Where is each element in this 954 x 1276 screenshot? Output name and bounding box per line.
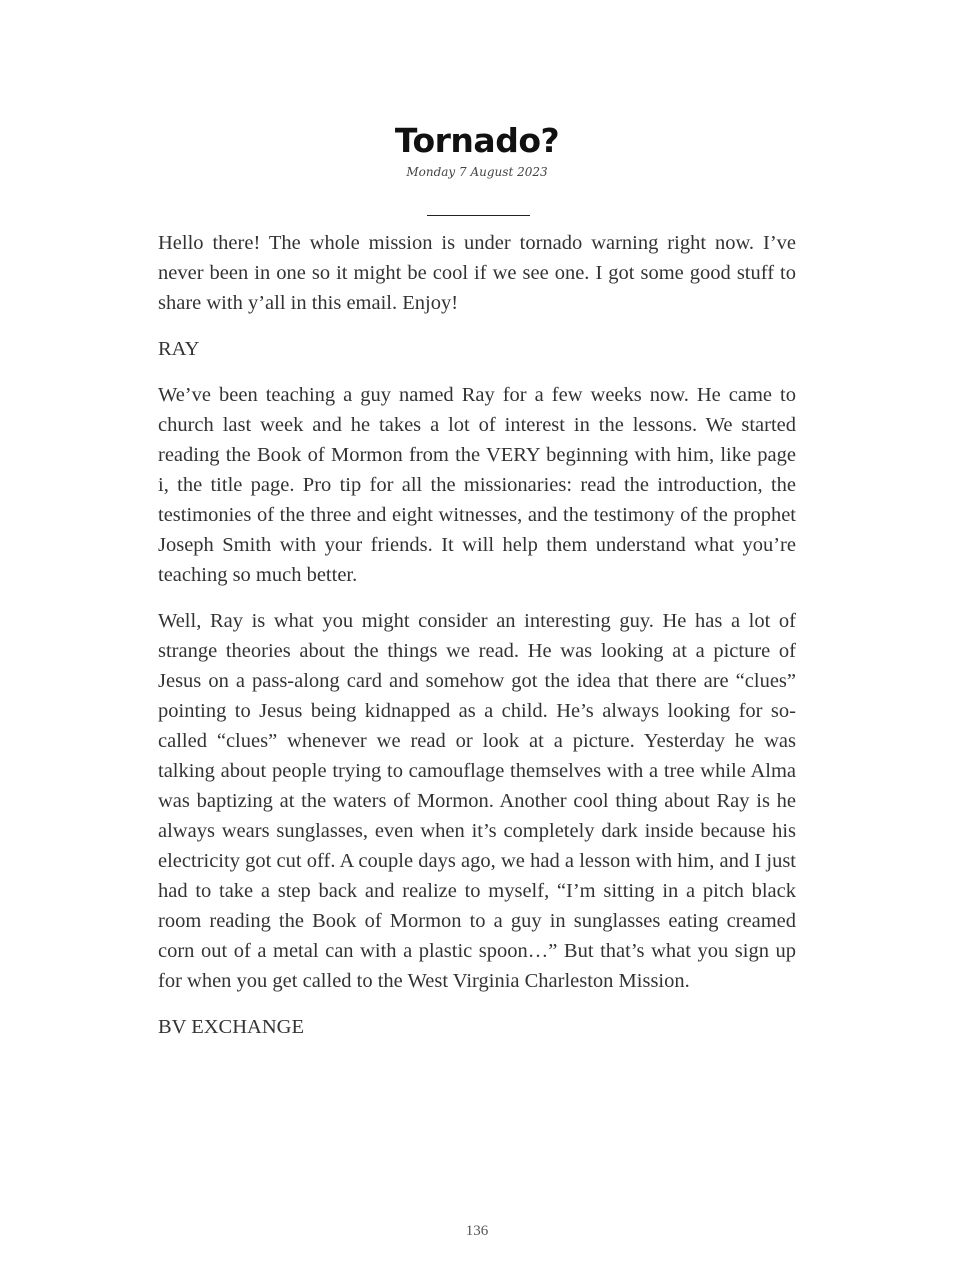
section-heading-ray: RAY bbox=[158, 338, 200, 360]
title-divider bbox=[427, 215, 530, 216]
body-text bbox=[158, 228, 796, 1058]
page-number: 136 bbox=[465, 1223, 489, 1239]
ray-paragraph-2: Well, Ray is what you might consider an interesting guy. He has a lot of strange theories about the things we read. He was looking at a picture of Jesus on a pass-along card and somehow got the idea that there are “clues” pointing to Jesus being kidnapped as a child. He’s always looking for so-called “clues” whenever we read or look at a picture. Yesterday he was talking about people trying to camouflage themselves with a tree while Alma was baptizing at the waters of Mormon. Another cool thing about Ray is he always wears sunglasses, even when it’s completely dark inside because his electricity got cut off. A couple days ago, we had a lesson with him, and I just had to take a step back and realize to myself, “I’m sitting in a pitch black room reading the Book of Mormon to a guy in sunglasses eating creamed corn out of a metal can with a plastic spoon…” But that’s what you sign up for when you get called to the West Virginia Charleston Mission. bbox=[158, 610, 796, 992]
date-subtitle: Monday 7 August 2023 bbox=[406, 165, 548, 179]
ray-paragraph-1: We’ve been teaching a guy named Ray for a few weeks now. He came to church last week and he takes a lot of interest in the lessons. We started reading the Book of Mormon from the VERY beginning with him, like page i, the title page. Pro tip for all the missionaries: read the introduction, the testimonies of the three and eight witnesses, and the testimony of the prophet Joseph Smith with your friends. It will help them understand what you’re teaching so much better. bbox=[158, 384, 796, 586]
page-title: Tornado? bbox=[394, 121, 560, 160]
section-heading-bv-exchange: BV EXCHANGE bbox=[158, 1016, 304, 1038]
intro-paragraph: Hello there! The whole mission is under tornado warning right now. I’ve never been in one so it might be cool if we see one. I got some good stuff to share with y’all in this email. Enjoy! bbox=[158, 232, 796, 314]
